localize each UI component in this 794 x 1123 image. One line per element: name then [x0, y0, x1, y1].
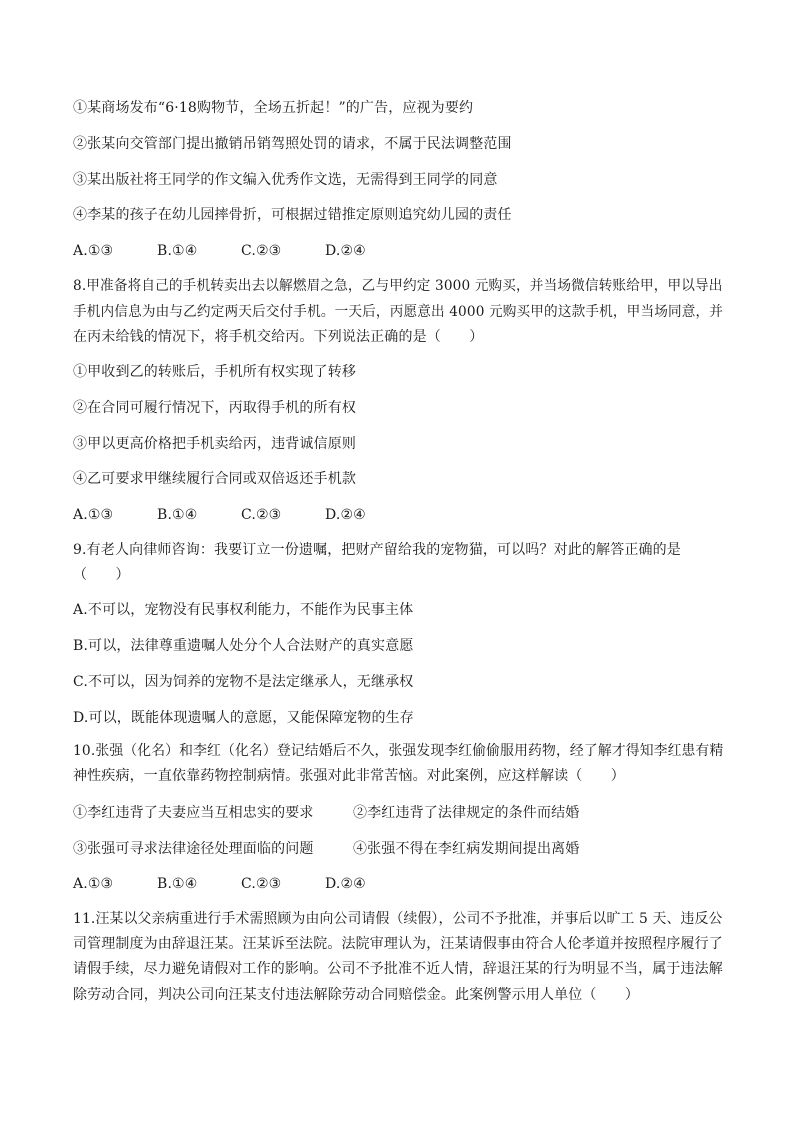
q7-item-3: ③某出版社将王同学的作文编入优秀作文选，无需得到王同学的同意 [73, 172, 498, 188]
q7-option-a: A.①③ [73, 243, 114, 259]
q7-options [73, 241, 409, 261]
q10-stem-line-2: 神性疾病，一直依靠药物控制病情。张强对此非常苦恼。对此案例，应这样解读（ ） [73, 768, 625, 784]
q10-option-a: A.①③ [73, 876, 114, 892]
q11-stem-line-4: 除劳动合同，判决公司向汪某支付违法解除劳动合同赔偿金。此案例警示用人单位（ ） [73, 987, 639, 1003]
q10-option-d: D.②④ [325, 876, 366, 892]
q7-option-d: D.②④ [325, 243, 366, 259]
q8-stem-line-2: 手机内信息为由与乙约定两天后交付手机。一天后，丙愿意出 4000 元购买甲的这款手机，甲当场同意，并 [73, 304, 724, 320]
q8-options [73, 505, 409, 525]
q8-item-2: ②在合同可履行情况下，丙取得手机的所有权 [73, 400, 356, 416]
q9-stem-line-1: 9.有老人向律师咨询：我要订立一份遗嘱，把财产留给我的宠物猫，可以吗？对此的解答正确的是 [73, 542, 681, 558]
q10-item-3: ③张强可寻求法律途径处理面临的问题 [73, 841, 314, 857]
q8-option-b: B.①④ [157, 507, 198, 523]
q9-choice-d: D.可以，既能体现遗嘱人的意愿，又能保障宠物的生存 [73, 710, 414, 726]
q8-item-1: ①甲收到乙的转账后，手机所有权实现了转移 [73, 364, 356, 380]
q7-item-4: ④李某的孩子在幼儿园摔骨折，可根据过错推定原则追究幼儿园的责任 [73, 207, 512, 223]
q8-item-3: ③甲以更高价格把手机卖给丙，违背诚信原则 [73, 436, 356, 452]
q11-stem-line-1: 11.汪某以父亲病重进行手术需照顾为由向公司请假（续假），公司不予批准，并事后以旷工 5 天、违反公 [73, 911, 723, 927]
q9-stem-line-2: （ ） [73, 567, 130, 583]
q10-option-b: B.①④ [157, 876, 198, 892]
q7-item-2: ②张某向交管部门提出撤销吊销驾照处罚的请求，不属于民法调整范围 [73, 136, 512, 152]
q10-item-4: ④张强不得在李红病发期间提出离婚 [353, 841, 580, 857]
q10-option-c: C.②③ [241, 876, 282, 892]
q8-stem-line-3: 在丙未给钱的情况下，将手机交给丙。下列说法正确的是（ ） [73, 329, 484, 345]
q10-stem-line-1: 10.张强（化名）和李红（化名）登记结婚后不久，张强发现李红偷偷服用药物，经了解才得知李红患有精 [73, 743, 724, 759]
q9-choice-b: B.可以，法律尊重遗嘱人处分个人合法财产的真实意愿 [73, 638, 414, 654]
q10-options [73, 874, 409, 894]
q8-item-4: ④乙可要求甲继续履行合同或双倍返还手机款 [73, 471, 356, 487]
q10-item-1: ①李红违背了夫妻应当互相忠实的要求 [73, 805, 314, 821]
q11-stem-line-2: 司管理制度为由辞退汪某。汪某诉至法院。法院审理认为，汪某请假事由符合人伦孝道并按照程序履行了 [73, 936, 723, 952]
q7-option-c: C.②③ [241, 243, 282, 259]
q9-choice-a: A.不可以，宠物没有民事权利能力，不能作为民事主体 [73, 602, 414, 618]
q10-items-row-1 [73, 803, 723, 823]
q8-stem-line-1: 8.甲准备将自己的手机转卖出去以解燃眉之急，乙与甲约定 3000 元购买，并当场微信转账给甲，甲以导出 [73, 278, 723, 294]
q7-item-1: ①某商场发布“6·18购物节，全场五折起！”的广告，应视为要约 [73, 100, 474, 116]
q10-items-row-2 [73, 839, 723, 859]
q8-option-a: A.①③ [73, 507, 114, 523]
q8-option-c: C.②③ [241, 507, 282, 523]
q9-choice-c: C.不可以，因为饲养的宠物不是法定继承人，无继承权 [73, 674, 414, 690]
q10-item-2: ②李红违背了法律规定的条件而结婚 [353, 805, 580, 821]
q8-option-d: D.②④ [325, 507, 366, 523]
q11-stem-line-3: 请假手续，尽力避免请假对工作的影响。公司不予批准不近人情，辞退汪某的行为明显不当，属于违法解 [73, 961, 723, 977]
q7-option-b: B.①④ [157, 243, 198, 259]
